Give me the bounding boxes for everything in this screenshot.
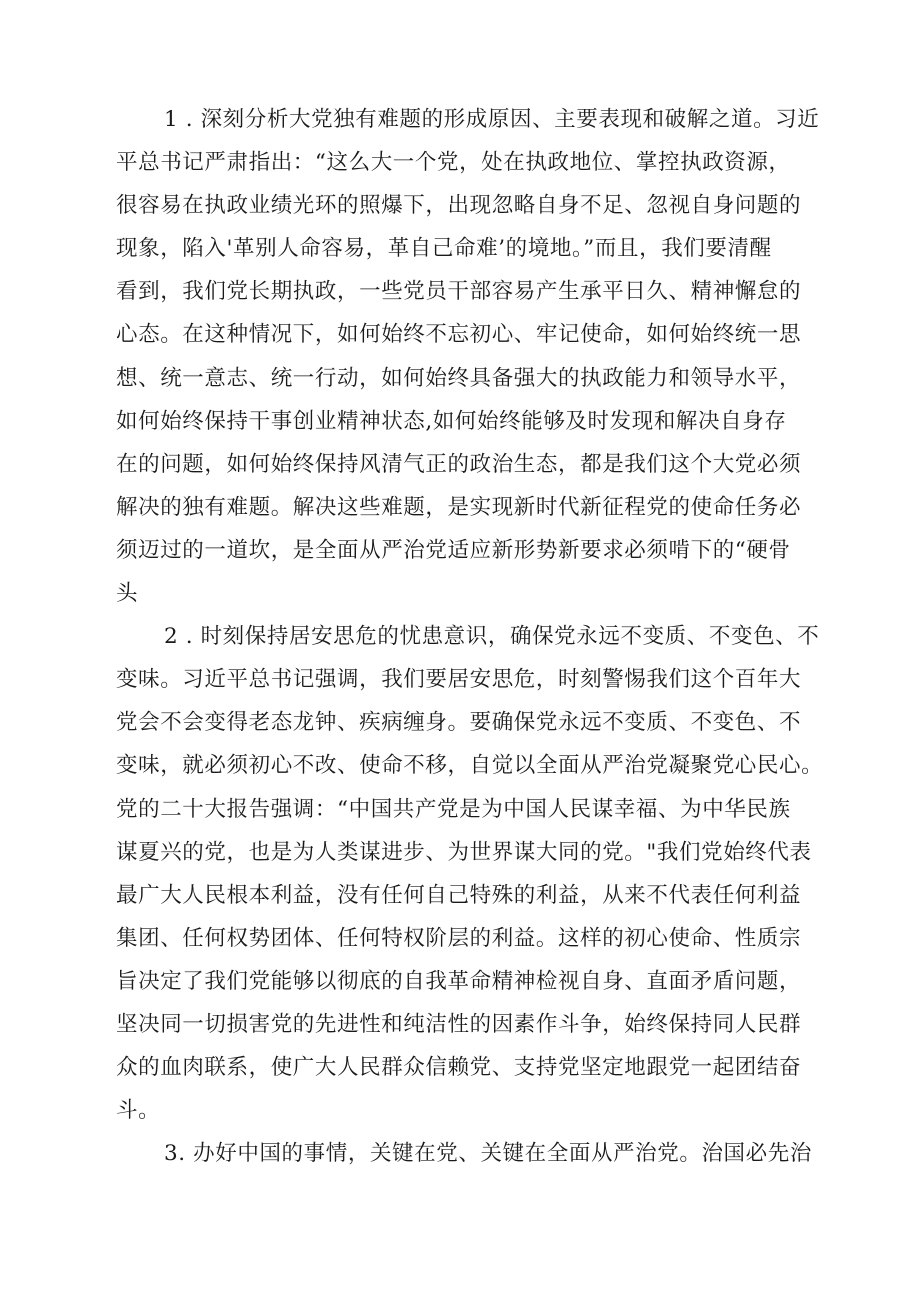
text-line: 最广大人民根本利益，没有任何自己特殊的利益，从来不代表任何利益 (116, 882, 802, 908)
text-line: 斗。 (116, 1098, 161, 1124)
text-line: 须迈过的一道坎，是全面从严治党适应新形势新要求必须啃下的“硬骨 (116, 537, 791, 563)
text-line: 变味，就必须初心不改、使命不移，自觉以全面从严治党凝聚党心民心。 (116, 753, 824, 779)
text-line: 党会不会变得老态龙钟、疾病缠身。要确保党永远不变质、不变色、不 (116, 710, 802, 736)
text-line: 解决的独有难题。解决这些难题，是实现新时代新征程党的使命任务必 (116, 494, 802, 520)
text-line: 现象，陷入'革别人命容易，革自己命难’的境地。”而且，我们要清醒 (116, 236, 772, 262)
text-line: 谋夏兴的党，也是为人类谋进步、为世界谋大同的党。"我们党始终代表 (116, 839, 812, 865)
text-line: 旨决定了我们党能够以彻底的自我革命精神检视自身、直面矛盾问题， (116, 968, 802, 994)
text-line: 1 . 深刻分析大党独有难题的形成原因、主要表现和破解之道。习近 (164, 107, 820, 132)
text-line: 集团、任何权势团体、任何特权阶层的利益。这样的初心使命、性质宗 (116, 925, 802, 951)
text-line: 众的血肉联系，使广大人民群众信赖党、支持党坚定地跟党一起团结奋 (116, 1055, 802, 1081)
text-line: 平总书记严肃指出：“这么大一个党，处在执政地位、掌控执政资源， (116, 150, 791, 176)
paragraph-2 (116, 615, 834, 1132)
text-line: 在的问题，如何始终保持风清气正的政治生态，都是我们这个大党必须 (116, 451, 802, 477)
text-line: 如何始终保持干事创业精神状态,如何始终能够及时发现和解决自身存 (116, 408, 787, 434)
text-line: 想、统一意志、统一行动，如何始终具备强大的执政能力和领导水平， (116, 365, 802, 391)
text-line: 很容易在执政业绩光环的照爆下，出现忽略自身不足、忽视自身问题的 (116, 193, 802, 219)
text-line: 3. 办好中国的事情，关键在党、关键在全面从严治党。治国必先治 (164, 1141, 812, 1167)
text-line: 2 . 时刻保持居安思危的忧患意识，确保党永远不变质、不变色、不 (164, 624, 820, 650)
document-body (116, 98, 834, 1175)
paragraph-1 (116, 98, 834, 615)
text-line: 心态。在这种情况下，如何始终不忘初心、牢记使命，如何始终统一思 (116, 322, 802, 348)
text-line: 变味。习近平总书记强调，我们要居安思危，时刻警惕我们这个百年大 (116, 667, 802, 693)
text-line: 看到，我们党长期执政，一些党员干部容易产生承平日久、精神懈怠的 (116, 279, 802, 305)
text-line: 坚决同一切损害党的先进性和纯洁性的因素作斗争，始终保持同人民群 (116, 1011, 802, 1037)
paragraph-3 (116, 1132, 834, 1175)
text-line: 党的二十大报告强调：“中国共产党是为中国人民谋幸福、为中华民族 (116, 796, 791, 822)
text-line: 头 (116, 581, 139, 607)
